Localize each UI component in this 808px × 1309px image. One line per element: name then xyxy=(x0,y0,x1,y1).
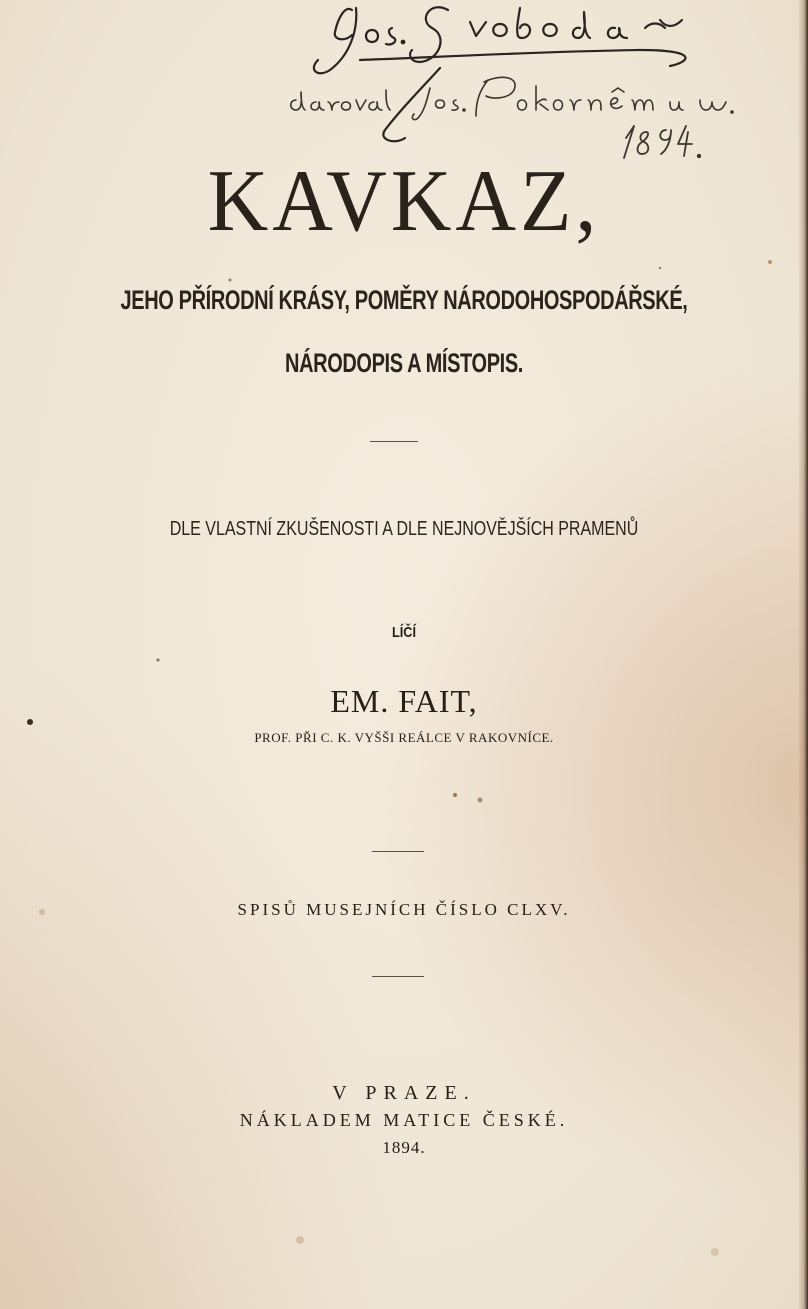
author-name: EM. FAIT, xyxy=(330,683,478,719)
divider-2 xyxy=(372,851,424,852)
depicts-label: LÍČÍ xyxy=(391,624,417,641)
dedication-daroval-jos-pokornemu xyxy=(291,77,733,119)
divider-3 xyxy=(372,976,424,977)
publisher: NÁKLADEM MATICE ČESKÉ. xyxy=(239,1110,569,1130)
publication-city: V PRAZE. xyxy=(332,1082,476,1104)
page-edge-shadow xyxy=(798,0,808,1309)
subtitle-line-1: JEHO PŘÍRODNÍ KRÁSY, POMĚRY NÁRODOHOSPODÁŘSKÉ, xyxy=(120,285,688,315)
publication-year: 1894. xyxy=(382,1138,426,1157)
author-affiliation: PROF. PŘI C. K. VYŠŠI REÁLCE V RAKOVNÍCE. xyxy=(254,730,554,745)
subtitle-line-2: NÁRODOPIS A MÍSTOPIS. xyxy=(285,348,523,378)
book-title: KAVKAZ, xyxy=(207,152,601,250)
divider-1 xyxy=(370,441,418,442)
series-number: SPISŮ MUSEJNÍCH ČÍSLO CLXV. xyxy=(237,900,571,919)
signature-jos-svoboda xyxy=(314,7,686,141)
source-note: DLE VLASTNÍ ZKUŠENOSTI A DLE NEJNOVĚJŠÍCH PRAMENŮ xyxy=(169,518,639,540)
